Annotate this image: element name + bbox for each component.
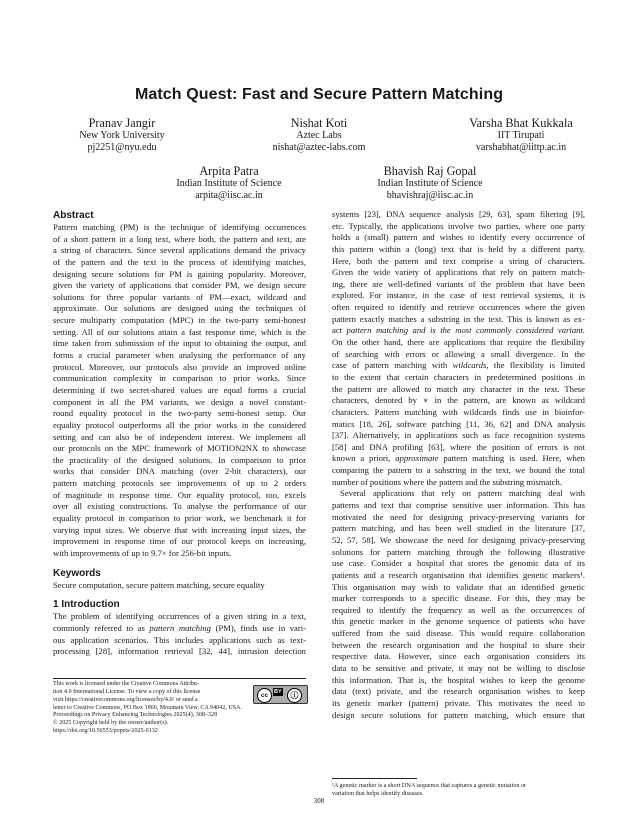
footnote-rule [53,678,306,679]
text-line: act pattern matching and is the most commonly considered variant. [332,325,585,336]
introduction-heading: 1 Introduction [53,599,120,611]
right-column [332,209,585,721]
text-line: etc. Typically, the applications involve two parties, where one party [332,220,585,231]
author-affiliation: Indian Institute of Science [377,178,483,189]
text-line: this genetic marker in the genome sequence of patients who have [332,616,585,627]
text-line: works that consider DNA matching (over 2-bit characters), our [53,466,306,477]
keywords-heading: Keywords [53,567,101,579]
text-line: case of pattern matching with wildcards, the flexibility is limited [332,360,585,371]
text-line: data to be sensitive and private, it may not be willing to disclose [332,662,585,673]
text-line: solutions for three popular variants of PM—exact, wildcard and [53,291,306,302]
text-line: use case. Consider a hospital that stores the genomic data of its [332,558,585,569]
author-affiliation: IIT Tirupati [497,130,545,141]
text-line: the practicality of the designed solutions. In comparison to prior [53,454,306,465]
text-line: our protocols on the MPC framework of MOTION2NX to showcase [53,443,306,454]
text-line: equality protocol outperforms all the prior works in the considered [53,419,306,430]
text-line: processing [28], information retrieval [32, 44], intrusion detection [53,646,306,657]
genetic-marker-footnote [332,778,585,798]
footnote-line: visit https://creativecommons.org/licenses/by/4.0/ or send a [53,696,198,703]
author-affiliation: New York University [79,130,165,141]
text-line: On the other hand, there are applications that require the flexibility [332,337,585,348]
author-name: Varsha Bhat Kukkala [469,116,573,130]
text-line: with improvements of up to 9.7× for 256-bit inputs. [53,547,232,558]
text-line: solutions for pattern matching through the following illustrative [332,546,585,557]
text-line: explored. For instance, in the case of text retrieval systems, it is [332,290,585,301]
text-line: known a priori, approximate pattern matching is used. Here, when [332,453,585,464]
left-column [53,209,306,658]
text-line: suffered from the said disease. This would require collaboration [332,628,585,639]
footnote-line: Proceedings on Privacy Enhancing Technologies 2025(4), 308–328 [53,712,218,719]
text-line: protocol. Moreover, our protocols also provide an improved online [53,361,306,372]
text-line: systems [23], DNA sequence analysis [29, 63], spam filtering [9], [332,209,585,219]
text-line: secure multiparty computation (MPC) in the two-party semi-honest [53,315,306,326]
text-line: holds a (small) pattern and wishes to identify every occurrence of [332,232,585,243]
cc-by-license-badge [253,685,308,704]
text-line: ing, there are well-defined variants of the problem that have been [332,278,585,289]
text-line: of a short pattern in a long text, where both, the pattern and text, are [53,233,306,244]
text-line: between the research organisation and the hospital to share their [332,639,585,650]
text-line: number of positions where the pattern and the substring mismatch. [332,476,562,487]
paper-title: Match Quest: Fast and Secure Pattern Matching [134,86,504,103]
text-line: design secure solutions for pattern matching, which ensure that [332,709,585,720]
text-line: respective data. However, since each organisation considers its [332,651,585,662]
text-line: round equality protocol in the two-party semi-honest setup. Our [53,408,306,419]
text-line: commonly referred to as pattern matching (PM), finds use in vari- [53,622,307,633]
text-line: time taken from submission of the input to obtaining the output, and [53,338,306,349]
author-email: nishat@aztec-labs.com [272,142,366,154]
introduction-body-right-p2 [332,488,585,721]
text-line: to the extent that certain characters in predetermined positions in [332,371,585,382]
text-line: equality protocol in comparison to prior work, we benchmark it for [53,513,306,524]
footnote-line: https://doi.org/10.56553/popets-2025-0132 [53,728,158,735]
text-line: given the variety of applications that consider PM, we design secure [53,280,306,291]
text-line: often required to identify and retrieve occurrences where the given [332,302,585,313]
page-number: 308 [313,797,325,805]
text-line: pattern exactly matches a substring in the text. This is known as ex- [332,313,585,324]
text-line: varying input sizes. We observe that with increasing input sizes, the [53,524,306,535]
text-line: communication complexity in comparison to prior works. Since [53,373,306,384]
text-line: setting. All of our solutions attain a fast response time, which is the [53,326,306,337]
text-line: 52, 57, 58]. We showcase the need for designing privacy-preserving [332,534,585,545]
text-line: this pattern within a (long) text that is held by a different party. [332,243,585,254]
abstract-body [53,222,306,560]
author-affiliation: Aztec Labs [296,130,342,141]
text-line: [58] and DNA profiling [63], where the position of errors is not [332,441,585,452]
text-line: setting and can also be of independent interest. We implement all [53,431,306,442]
by-label: BY [274,689,282,695]
text-line: This organisation may wish to validate that an identified genetic [332,581,585,592]
author-name: Nishat Koti [290,116,348,130]
footnote-line: This work is licensed under the Creative Commons Attribu- [53,681,199,687]
author-email: bhavishraj@iisc.ac.in [386,190,474,202]
author-email: arpita@iisc.ac.in [195,190,263,202]
text-line: approximate. Our solutions are designed using the techniques of [53,303,306,314]
author-3 [421,116,621,154]
text-line: characters, denoted by ∗ in the pattern, are known as wildcard [332,395,585,406]
text-line: data (text) private, and the research organisation wishes to keep [332,686,585,697]
text-line: comparing the pattern to a substring in the text, we bound the total [332,465,585,476]
author-name: Bhavish Raj Gopal [383,164,477,178]
text-line: its genetic marker (pattern) private. This motivates the need to [332,697,585,708]
author-name: Pranav Jangir [88,116,156,130]
text-line: The problem of identifying occurrences of a given string in a text, [53,611,306,622]
author-name: Arpita Patra [199,164,259,178]
text-line: this information. That is, the hospital wishes to keep the genome [332,674,585,685]
footnote-line: variation that helps identify diseases. [332,789,424,797]
author-1 [22,116,222,154]
text-line: Given the wide variety of applications that rely on pattern match- [332,267,585,278]
text-line: designing secure solutions for PM is gaining popularity. Moreover, [53,268,306,279]
author-email: pj2251@nyu.edu [87,142,157,154]
footnote-line: ¹A genetic marker is a short DNA sequence that captures a genetic mutation or [332,782,527,789]
text-line: patterns and text that comprise sensitive user information. This has [332,500,585,511]
text-line: [37]. Alternatively, in applications such as face recognition systems [332,430,585,441]
footnote-rule [332,778,417,779]
text-line: motivated the need for designing privacy-preserving variants for [332,511,585,522]
text-line: ous application scenarios. This includes applications such as text- [53,634,306,645]
author-affiliation: Indian Institute of Science [176,178,282,189]
abstract-heading: Abstract [53,210,94,221]
footnote-line: © 2025 Copyright held by the owner/author(s). [53,720,169,727]
attribution-person-icon: ⓘ [287,688,302,703]
author-email: varshabhat@iittp.ac.in [475,142,567,154]
introduction-body-right-p1 [332,209,585,488]
author-4 [129,164,329,202]
text-line: marker corresponds to a specific disease. For this, they may be [332,593,585,604]
footnote-line: tion 4.0 International License. To view a copy of this license [53,688,201,695]
text-line: of the pattern and the text in the process of identifying matches, [53,256,306,267]
footnote-line: letter to Creative Commons, PO Box 1866, Mountain View, CA 94042, USA. [53,704,243,711]
text-line: pattern matching, and has been well studied in the literature [37, [332,523,585,534]
text-line: Pattern matching (PM) is the technique of identifying occurrences [53,222,306,232]
text-line: component in all the PM variants, we design a novel constant- [53,396,306,407]
text-line: forms a crucial parameter when analysing the performance of any [53,350,306,361]
text-line: a string of characters. Since several applications demand the privacy [53,245,306,256]
author-5 [330,164,530,202]
license-footnote [53,678,306,736]
author-2 [219,116,419,154]
text-line: determining if two secret-shared values are equal forms a crucial [53,384,306,395]
creative-commons-icon: cc [257,688,272,703]
text-line: pattern matching protocols see improvements of up to 2 orders [53,478,306,489]
text-line: over all existing constructions. To analyse the performance of our [53,501,306,512]
text-line: matics [18, 26], software patching [11, 36, 62] and DNA analysis [332,418,585,429]
keywords-text: Secure computation, secure pattern matching, secure equality [53,579,265,590]
text-line: the pattern are allowed to match any character in the text. These [332,383,585,394]
introduction-body-left [53,611,306,658]
text-line: improvement in response time of our protocol keeps on increasing, [53,536,306,547]
text-line: patients and a research organisation that identifies genetic markers¹. [332,569,585,580]
text-line: characters. Pattern matching with wildcards finds use in bioinfor- [332,406,585,417]
text-line: required to identify the frequency as well as the occurrences of [332,604,585,615]
text-line: Several applications that rely on pattern matching deal with [340,488,585,499]
text-line: of searching with errors or allowing a small divergence. In the [332,348,585,359]
text-line: of magnitude in response time. Our equality protocol, too, excels [53,489,306,500]
text-line: Here, both the pattern and text comprise a string of characters. [332,255,585,266]
